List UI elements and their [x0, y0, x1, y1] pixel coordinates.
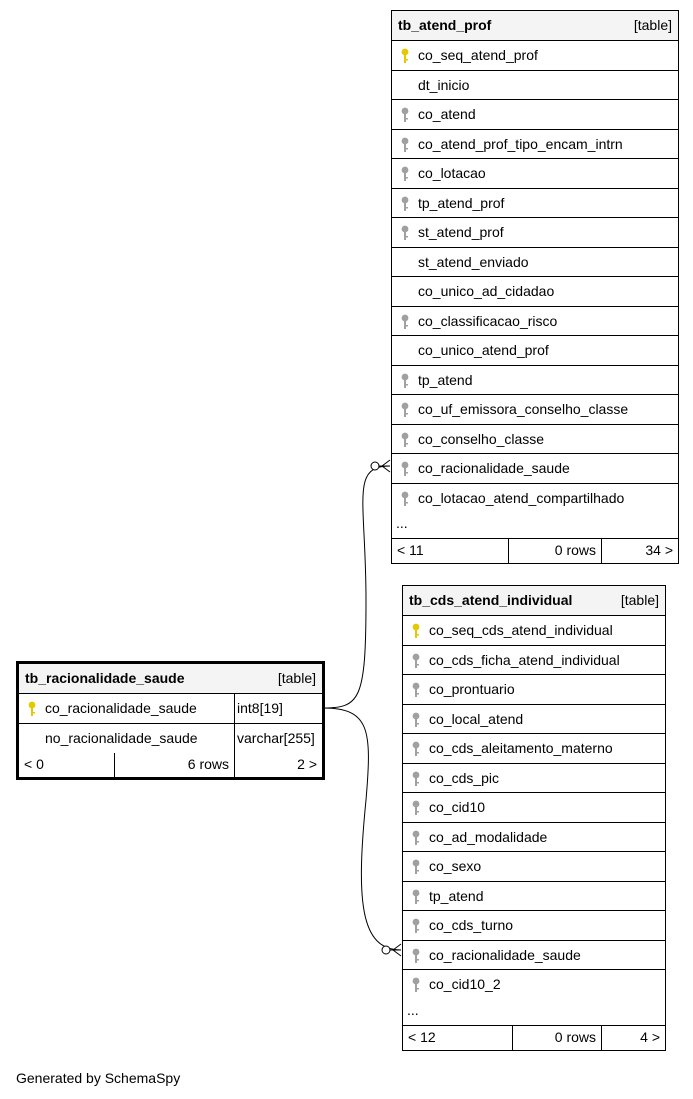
column-name: co_conselho_classe	[418, 430, 545, 447]
column-row[interactable]	[403, 823, 665, 853]
column-name: co_seq_atend_prof	[418, 47, 538, 63]
column-name: co_cds_turno	[429, 917, 514, 933]
column-row[interactable]	[392, 395, 678, 425]
column-row[interactable]	[19, 724, 322, 754]
column-name: co_atend_prof_tipo_encam_intrn	[418, 135, 623, 152]
children-link[interactable]: 4 >	[640, 1028, 660, 1045]
more-columns: ...	[392, 513, 678, 539]
column-name: co_racionalidade_saude	[418, 460, 570, 476]
foreign-key-icon	[411, 830, 421, 846]
column-row[interactable]	[392, 130, 678, 160]
foreign-key-icon	[411, 771, 421, 787]
column-row[interactable]	[392, 218, 678, 248]
parents-link[interactable]: < 12	[408, 1028, 436, 1045]
column-datatype: int8[19]	[237, 700, 283, 716]
column-row[interactable]	[403, 793, 665, 823]
column-name: co_classificacao_risco	[418, 312, 558, 329]
column-row[interactable]	[392, 484, 678, 514]
column-row[interactable]	[392, 41, 678, 71]
table-name[interactable]: tb_atend_prof	[398, 17, 492, 33]
column-name: co_racionalidade_saude	[429, 946, 581, 963]
column-row[interactable]	[403, 675, 665, 705]
children-link[interactable]: 2 >	[297, 756, 317, 772]
foreign-key-icon	[400, 402, 410, 418]
column-row[interactable]	[403, 616, 665, 646]
primary-key-icon	[27, 701, 37, 717]
row-count: 6 rows	[187, 756, 229, 772]
column-row[interactable]	[392, 454, 678, 484]
column-row[interactable]	[403, 734, 665, 764]
foreign-key-icon	[411, 889, 421, 905]
table-header	[19, 664, 322, 694]
column-row[interactable]	[403, 970, 665, 1000]
foreign-key-icon	[400, 314, 410, 330]
table-header	[392, 11, 678, 41]
row-count: 0 rows	[554, 542, 596, 558]
foreign-key-icon	[411, 859, 421, 875]
edge-cds-atend-racionalidade	[323, 708, 401, 950]
column-name: co_cds_ficha_atend_individual	[429, 651, 620, 668]
column-list	[392, 41, 678, 513]
table-tb-cds-atend-individual[interactable]	[402, 585, 666, 1051]
column-list	[403, 616, 665, 1000]
column-name: co_lotacao	[418, 165, 486, 181]
more-columns: ...	[403, 1000, 665, 1026]
column-row[interactable]	[392, 336, 678, 366]
foreign-key-icon	[411, 918, 421, 934]
column-row[interactable]	[392, 425, 678, 455]
foreign-key-icon	[400, 432, 410, 448]
column-name: co_unico_atend_prof	[418, 342, 549, 358]
column-list	[19, 694, 322, 753]
foreign-key-icon	[400, 137, 410, 153]
crowfoot-circle-cds-atend	[382, 946, 390, 954]
crowfoot-circle-atend-prof	[371, 462, 379, 470]
column-row[interactable]	[392, 100, 678, 130]
column-name: co_atend	[418, 106, 476, 122]
primary-key-icon	[400, 48, 410, 64]
column-name: st_atend_enviado	[418, 253, 529, 270]
column-name: co_seq_cds_atend_individual	[429, 622, 613, 638]
column-name: co_ad_modalidade	[429, 828, 548, 845]
foreign-key-icon	[400, 373, 410, 389]
table-type: [table]	[277, 670, 316, 686]
column-row[interactable]	[403, 882, 665, 912]
column-name: co_uf_emissora_conselho_classe	[418, 401, 629, 417]
column-datatype: varchar[255]	[237, 729, 315, 746]
foreign-key-icon	[400, 166, 410, 182]
column-row[interactable]	[403, 941, 665, 971]
foreign-key-icon	[411, 977, 421, 993]
crowfoot-atend-prof	[379, 460, 390, 472]
column-row[interactable]	[392, 189, 678, 219]
column-name: no_racionalidade_saude	[45, 729, 198, 746]
column-row[interactable]	[392, 248, 678, 278]
column-row[interactable]	[403, 705, 665, 735]
foreign-key-icon	[400, 225, 410, 241]
column-row[interactable]	[403, 911, 665, 941]
parents-link[interactable]: < 11	[397, 542, 424, 558]
children-link[interactable]: 34 >	[645, 542, 673, 558]
table-name[interactable]: tb_cds_atend_individual	[409, 592, 573, 608]
primary-key-icon	[411, 623, 421, 639]
column-name: tp_atend_prof	[418, 194, 505, 211]
column-name: co_racionalidade_saude	[45, 700, 197, 716]
column-row[interactable]	[392, 159, 678, 189]
column-row[interactable]	[19, 694, 322, 724]
column-row[interactable]	[403, 646, 665, 676]
column-name: dt_inicio	[418, 76, 470, 93]
column-row[interactable]	[392, 307, 678, 337]
column-name: tp_atend	[429, 887, 484, 904]
foreign-key-icon	[400, 107, 410, 123]
edge-atend-prof-racionalidade	[323, 466, 390, 708]
table-name[interactable]: tb_racionalidade_saude	[25, 670, 185, 686]
column-row[interactable]	[392, 366, 678, 396]
foreign-key-icon	[411, 800, 421, 816]
table-tb-atend-prof[interactable]	[391, 10, 679, 564]
column-name: co_cid10	[429, 799, 486, 815]
column-row[interactable]	[403, 852, 665, 882]
column-row[interactable]	[403, 764, 665, 794]
foreign-key-icon	[400, 196, 410, 212]
foreign-key-icon	[400, 461, 410, 477]
column-name: co_sexo	[429, 858, 482, 874]
column-name: co_cds_pic	[429, 769, 500, 786]
foreign-key-icon	[411, 741, 421, 757]
foreign-key-icon	[411, 682, 421, 698]
foreign-key-icon	[411, 948, 421, 964]
generated-by-label: Generated by SchemaSpy	[16, 1070, 181, 1086]
table-footer	[19, 753, 322, 777]
foreign-key-icon	[400, 491, 410, 507]
column-row[interactable]	[392, 71, 678, 101]
column-name: co_lotacao_atend_compartilhado	[418, 489, 625, 506]
column-name: co_cds_aleitamento_materno	[429, 740, 613, 756]
column-name: co_prontuario	[429, 681, 515, 697]
row-count: 0 rows	[554, 1028, 596, 1045]
parents-link[interactable]: < 0	[24, 756, 44, 772]
table-footer	[403, 1026, 665, 1050]
column-name: co_local_atend	[429, 710, 524, 727]
column-row[interactable]	[392, 277, 678, 307]
foreign-key-icon	[411, 653, 421, 669]
column-name: st_atend_prof	[418, 224, 504, 240]
table-tb-racionalidade-saude[interactable]	[16, 661, 325, 780]
table-footer	[392, 539, 678, 563]
column-name: tp_atend	[418, 371, 473, 388]
table-type: [table]	[633, 17, 672, 33]
table-header	[403, 586, 665, 616]
foreign-key-icon	[411, 712, 421, 728]
column-name: co_cid10_2	[429, 976, 501, 992]
column-name: co_unico_ad_cidadao	[418, 283, 555, 299]
crowfoot-cds-atend	[390, 944, 401, 956]
table-type: [table]	[620, 592, 659, 608]
